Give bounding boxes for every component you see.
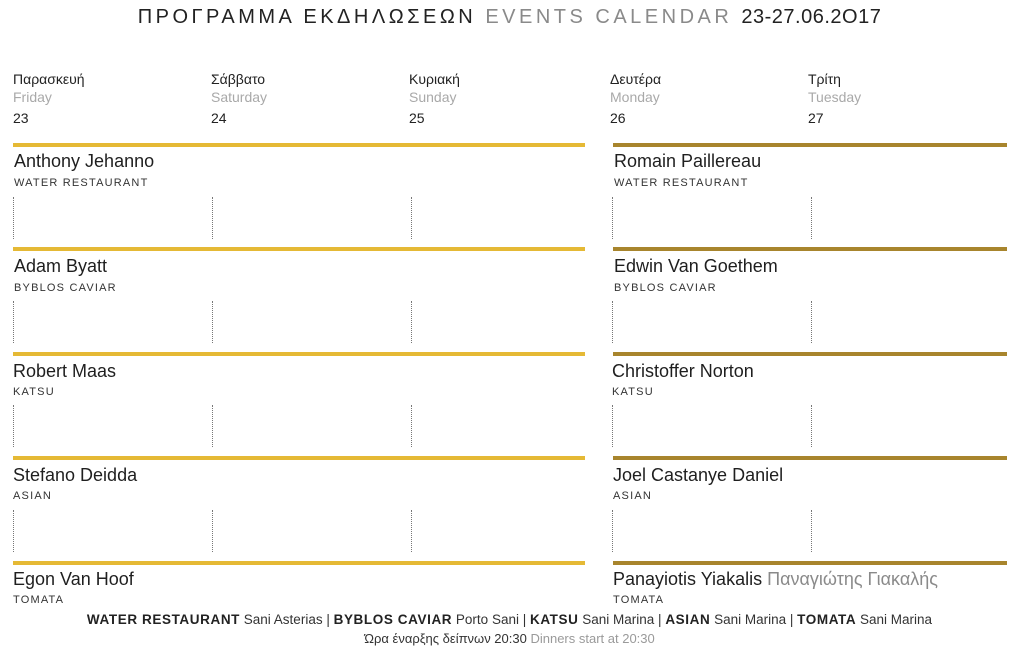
day-greek: Τρίτη: [808, 71, 841, 87]
title-english: EVENTS CALENDAR: [485, 6, 733, 28]
footer-venue-location: Sani Asterias: [243, 612, 323, 627]
footer-separator: |: [322, 612, 334, 627]
day-number: 26: [610, 110, 626, 126]
day-separator: [612, 301, 613, 343]
venue-name: ASIAN: [613, 490, 653, 502]
day-monday: [610, 70, 780, 129]
venue-name: WATER RESTAURANT: [14, 177, 149, 189]
footer-venue-name: WATER RESTAURANT: [86, 612, 241, 627]
day-separator: [411, 510, 412, 552]
row-divider-left: [13, 352, 585, 356]
row-divider-right: [613, 456, 1007, 460]
day-number: 24: [211, 110, 227, 126]
chef-name: [613, 465, 783, 486]
footer-venue-name: BYBLOS CAVIAR: [333, 612, 453, 627]
day-separator: [212, 510, 213, 552]
row-divider-right: [613, 561, 1007, 565]
chef-name-latin: Panayiotis Yiakalis: [613, 569, 763, 589]
dinner-start-note: [0, 631, 1019, 646]
day-saturday: [211, 70, 381, 129]
footer-venue-name: KATSU: [529, 612, 579, 627]
venue-locations-footer: [0, 612, 1019, 627]
day-greek: Σάββατο: [211, 71, 266, 87]
day-english: Tuesday: [808, 89, 862, 105]
day-number: 23: [13, 110, 29, 126]
chef-name: [612, 361, 754, 382]
venue-name: KATSU: [612, 386, 654, 398]
day-sunday: [409, 70, 579, 129]
day-separator: [13, 197, 14, 239]
title-greek: ΠΡΟΓΡΑΜΜΑ ΕΚΔΗΛΩΣΕΩΝ: [137, 6, 477, 28]
day-tuesday: [808, 70, 978, 129]
day-english: Friday: [13, 89, 52, 105]
start-time-english: Dinners start at 20:30: [530, 631, 655, 646]
day-separator: [411, 405, 412, 447]
day-english: Monday: [610, 89, 660, 105]
chef-name: Adam Byatt: [14, 256, 108, 276]
day-separator: [13, 510, 14, 552]
chef-name: Robert Maas: [13, 361, 117, 381]
start-time-greek: Ώρα έναρξης δείπνων 20:30: [364, 631, 527, 646]
row-divider-left: [13, 247, 585, 251]
venue-name: TOMATA: [13, 594, 65, 606]
day-separator: [212, 197, 213, 239]
day-separator: [13, 405, 14, 447]
title-dates: 23-27.06.2O17: [741, 6, 882, 28]
day-separator: [811, 510, 812, 552]
footer-separator: |: [518, 612, 530, 627]
footer-venue-name: TOMATA: [797, 612, 857, 627]
day-separator: [212, 301, 213, 343]
chef-name-latin: Romain Paillereau: [614, 151, 762, 171]
chef-name: [613, 569, 938, 590]
day-friday: [13, 70, 183, 129]
row-divider-left: [13, 456, 585, 460]
venue-name: TOMATA: [613, 594, 665, 606]
day-english: Sunday: [409, 89, 457, 105]
venue-name: BYBLOS CAVIAR: [14, 282, 117, 294]
day-number: 25: [409, 110, 425, 126]
day-separator: [13, 301, 14, 343]
chef-name-latin: Edwin Van Goethem: [614, 256, 778, 276]
venue-name: BYBLOS CAVIAR: [614, 282, 717, 294]
day-separator: [612, 197, 613, 239]
chef-name: Anthony Jehanno: [14, 151, 155, 171]
row-divider-right: [613, 352, 1007, 356]
row-divider-left: [13, 561, 585, 565]
day-separator: [612, 405, 613, 447]
day-separator: [811, 301, 812, 343]
row-divider-left: [13, 143, 585, 147]
chef-name-greek: Παναγιώτης Γιακαλής: [767, 569, 938, 589]
chef-name: [614, 256, 778, 277]
venue-name: ASIAN: [13, 490, 53, 502]
day-separator: [411, 301, 412, 343]
day-greek: Παρασκευή: [13, 71, 85, 87]
chef-name: [614, 151, 761, 172]
chef-name-latin: Christoffer Norton: [612, 361, 754, 381]
footer-venue-location: Porto Sani: [455, 612, 519, 627]
venue-name: KATSU: [13, 386, 55, 398]
day-greek: Δευτέρα: [610, 71, 662, 87]
day-greek: Κυριακή: [409, 71, 460, 87]
day-separator: [811, 197, 812, 239]
day-separator: [411, 197, 412, 239]
footer-venue-location: Sani Marina: [714, 612, 787, 627]
page-title: [0, 6, 1019, 29]
chef-name-latin: Joel Castanye Daniel: [613, 465, 784, 485]
footer-separator: |: [786, 612, 798, 627]
row-divider-right: [613, 143, 1007, 147]
footer-venue-location: Sani Marina: [582, 612, 655, 627]
footer-venue-name: ASIAN: [665, 612, 711, 627]
venue-name: WATER RESTAURANT: [614, 177, 749, 189]
day-separator: [612, 510, 613, 552]
day-number: 27: [808, 110, 824, 126]
footer-venue-location: Sani Marina: [860, 612, 933, 627]
chef-name: Stefano Deidda: [13, 465, 138, 485]
day-separator: [811, 405, 812, 447]
day-english: Saturday: [211, 89, 268, 105]
footer-separator: |: [654, 612, 666, 627]
day-separator: [212, 405, 213, 447]
chef-name: Egon Van Hoof: [13, 569, 134, 589]
row-divider-right: [613, 247, 1007, 251]
